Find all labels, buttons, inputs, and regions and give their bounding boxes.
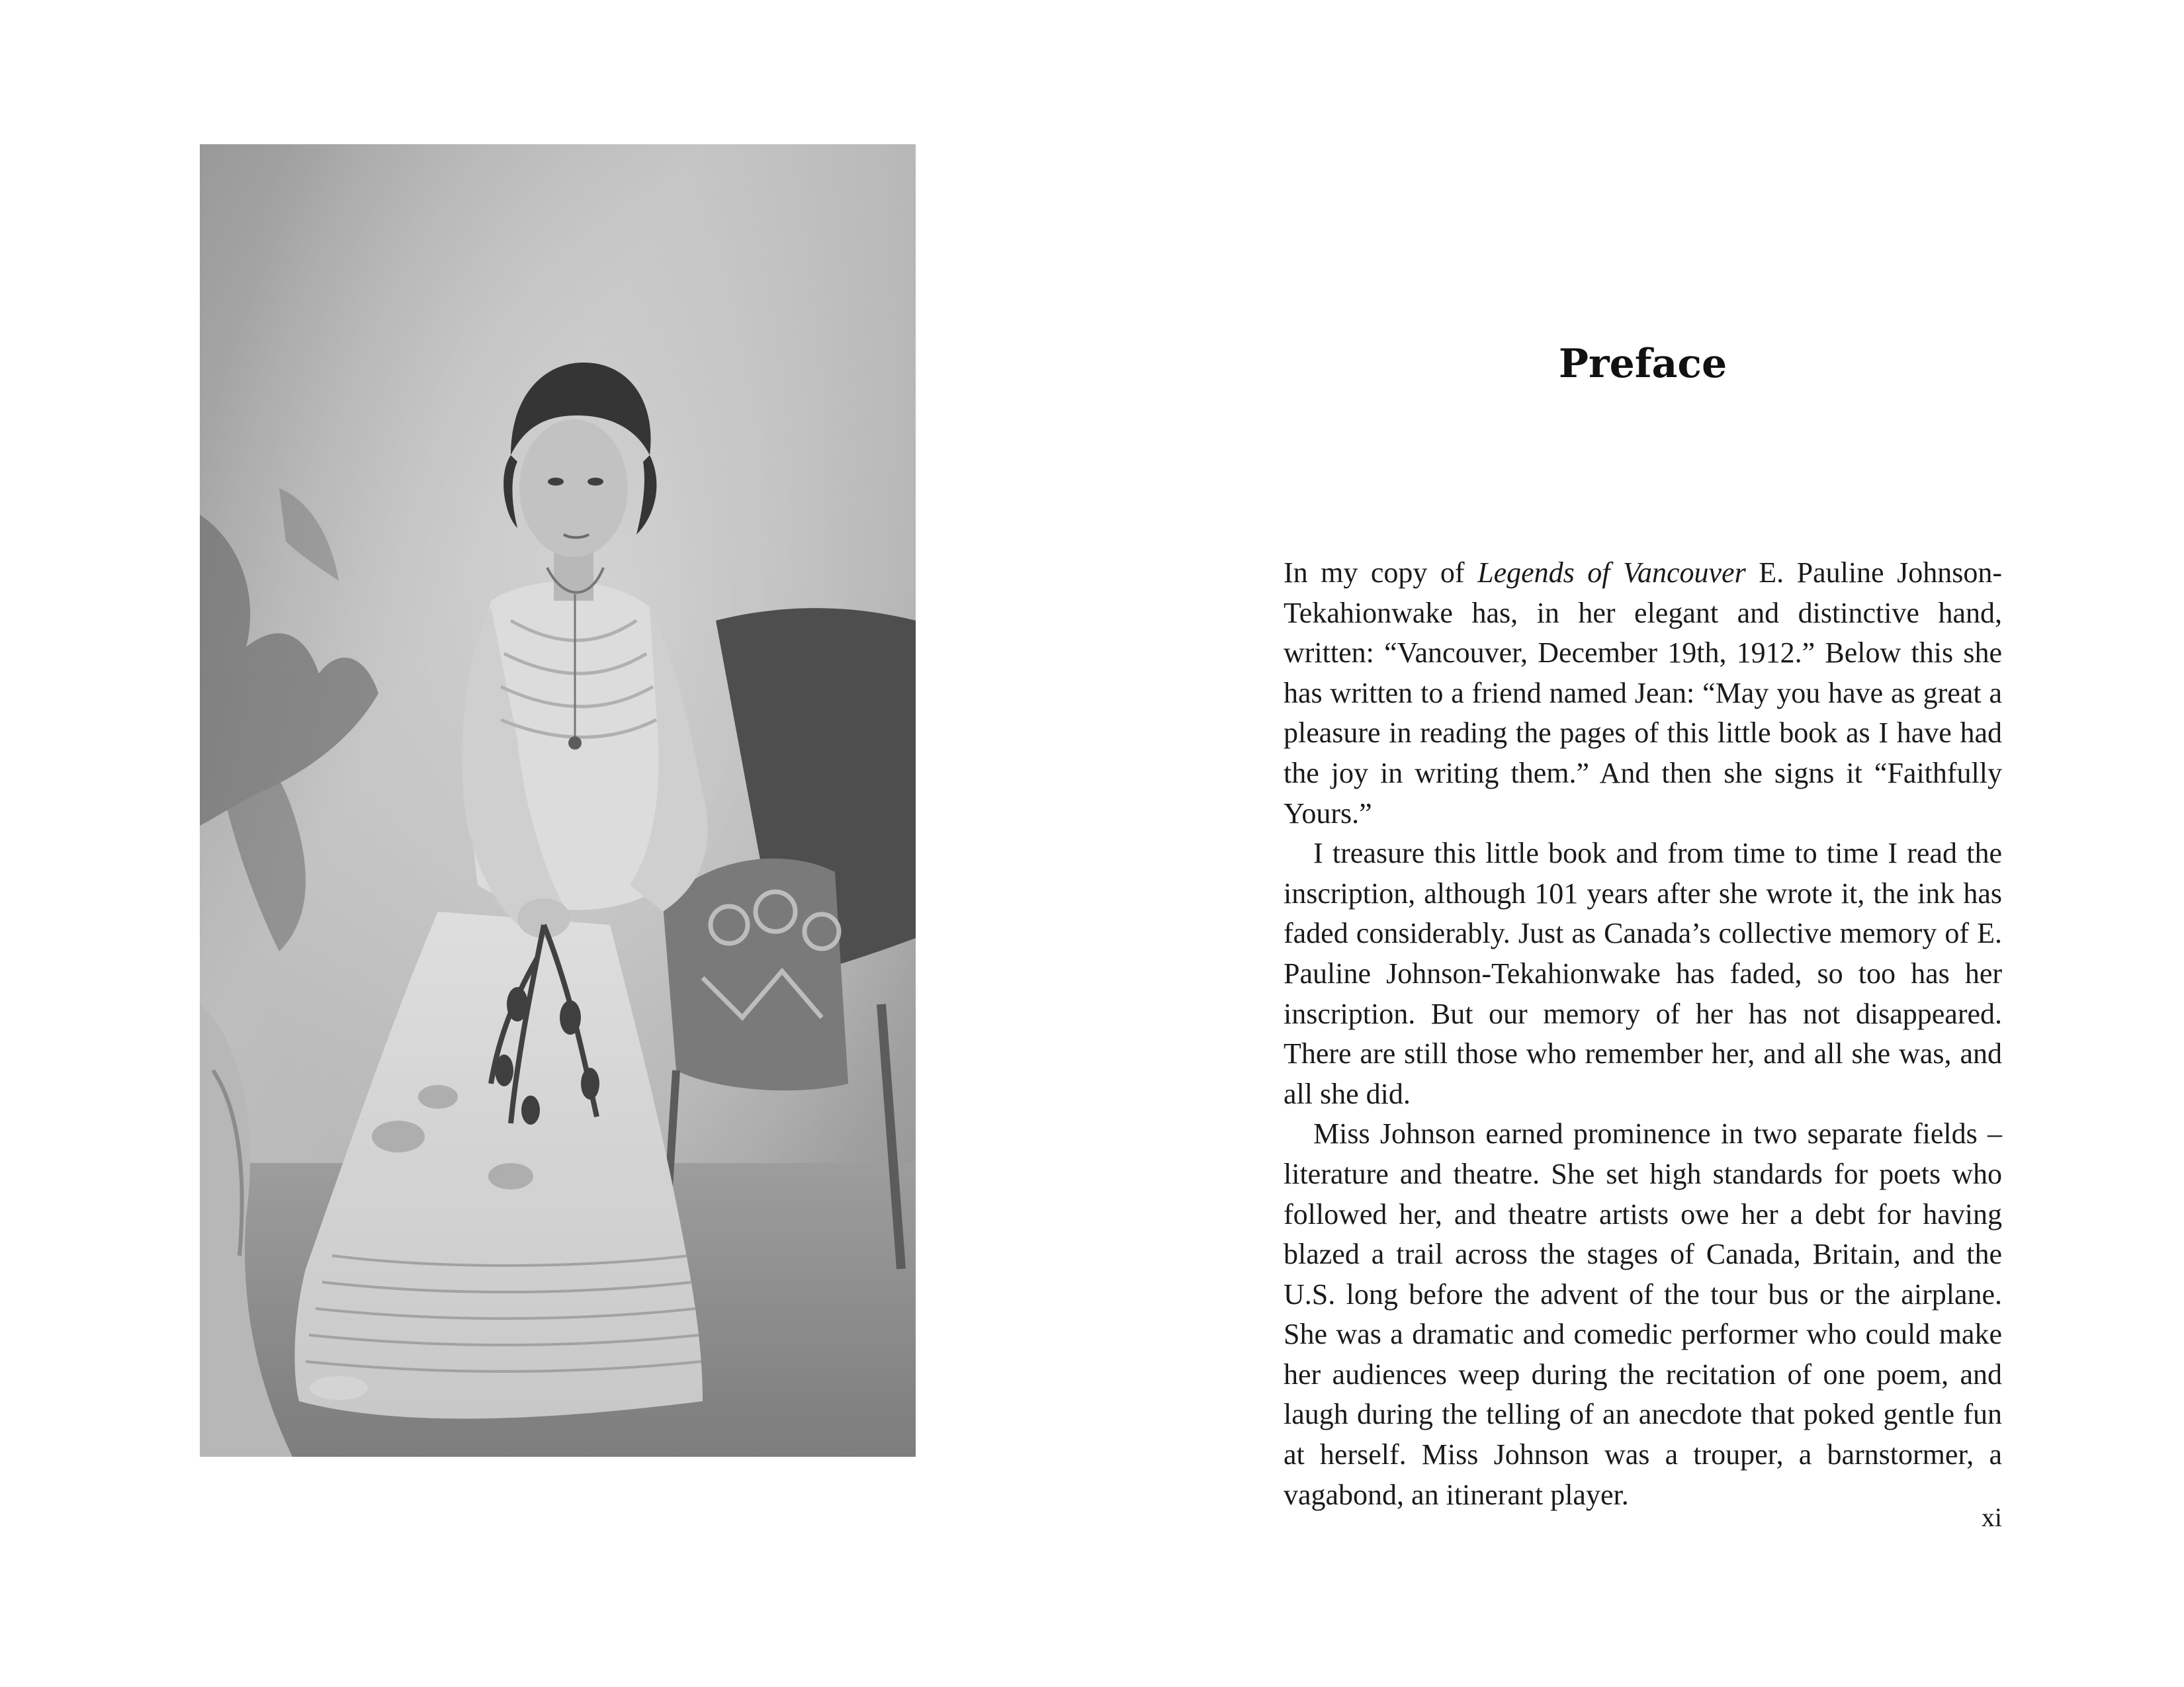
preface-body — [1284, 553, 2002, 1515]
paragraph-3: Miss Johnson earned prominence in two separate fields – literature and theatre. She set high standards for poets who followed her, and theatre artists owe her a debt for having blazed a trail across the stages of Canada, Britain, and the U.S. long before the advent of the tour bus or the airplane. She was a dramatic and comedic performer who could make her audiences weep during the recitation of one poem, and laugh during the telling of an anecdote that poked gentle fun at herself. Miss Johnson was a trouper, a barnstormer, a vagabond, an itinerant player. — [1284, 1117, 2002, 1511]
paragraph-2: I treasure this little book and from time to time I read the inscription, although 101 years after she wrote it, the ink has faded considerably. Just as Canada’s collective memory of E. Pauline Johnson-Tekahionwake has faded, so too has her inscription. But our memory of her has not disappeared. There are still those who remember her, and all she was, and all she did. — [1284, 837, 2002, 1110]
paragraph-1 — [1284, 553, 2002, 834]
book-title-italic: Legends of Vancouver — [1477, 556, 1746, 589]
page-number: xi — [1981, 1502, 2002, 1532]
paragraph-1-start: In my copy of — [1284, 556, 1478, 589]
portrait-photo — [200, 144, 916, 1457]
paragraph-1-rest: E. Pauline Johnson-Tekahionwake has, in her elegant and distinctive hand, written: “Vancouver, December 19th, 1912.” Below this she has written to a friend named Jean: “May you have as great a pleasure in reading the pages of this little book as I have had the joy in writing them.” And then she signs it “Faithfully Yours.” — [1284, 556, 2002, 830]
portrait-illustration — [200, 144, 916, 1457]
text-page — [1284, 0, 2002, 1687]
page-title: Preface — [1558, 341, 1727, 387]
